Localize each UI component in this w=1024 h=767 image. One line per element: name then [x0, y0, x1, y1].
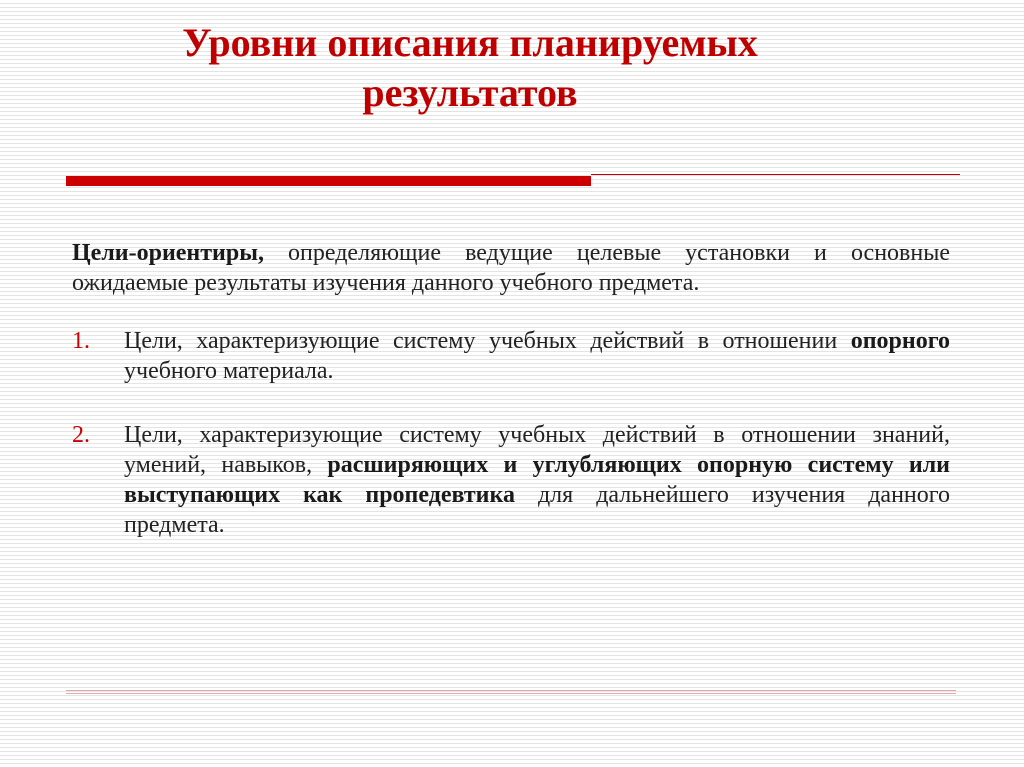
footer-divider	[66, 690, 956, 691]
footer-divider-2	[66, 693, 956, 694]
list-item-2-text-b: для дальнейшего изучения данного предмета.	[124, 482, 950, 538]
list-item-1-text-a: Цели, характеризующие систему учебных действий в отношении	[124, 328, 851, 354]
list-item-1-bold: опорного	[850, 328, 950, 354]
list-item-1	[72, 326, 950, 386]
slide-title	[120, 18, 820, 118]
goals-list	[72, 326, 950, 540]
list-item-2-text-a: Цели, характеризующие систему учебных действий в отношении знаний, умений, навыков,	[124, 422, 950, 478]
list-number-2: 2.	[72, 422, 90, 448]
list-item-2-bold: расширяющих и углубляющих опорную систему или выступающих как пропедевтика	[124, 452, 951, 508]
title-underline-thin	[591, 174, 960, 175]
list-item-1-text-b: учебного материала.	[124, 358, 334, 384]
intro-paragraph	[72, 238, 950, 298]
list-item-2	[72, 420, 950, 540]
slide-title-line2: результатов	[362, 70, 578, 115]
title-underline-thick	[66, 176, 591, 186]
slide-body	[72, 238, 950, 574]
list-number-1: 1.	[72, 328, 90, 354]
intro-text: определяющие ведущие целевые установки и основные ожидаемые результаты изучения данного учебного предмета.	[72, 240, 950, 296]
intro-term: Цели-ориентиры,	[72, 240, 264, 266]
slide-title-line1: Уровни описания планируемых	[182, 20, 758, 65]
